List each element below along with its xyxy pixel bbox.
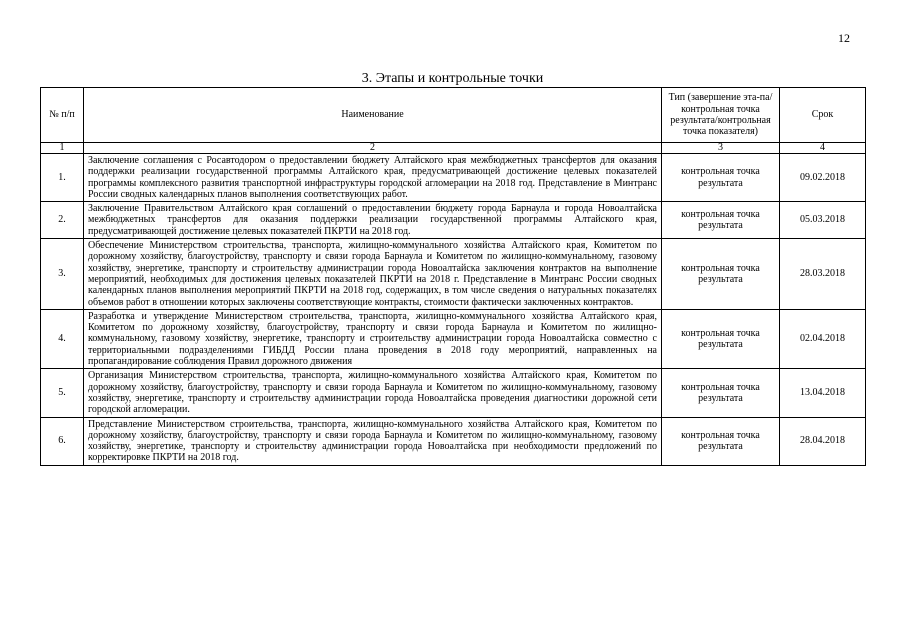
column-number: 1 <box>41 143 84 154</box>
table-row <box>41 154 866 202</box>
header-row <box>41 88 866 143</box>
row-name: Заключение Правительством Алтайского края соглашений о предоставлении бюджету города Барнаула и города Новоалтайска межбюджетных трансфертов для оказания поддержки реализации государственной программы Алтайского края, предусматривающей достижение целевых показателей ПКРТИ на 2018 год. <box>84 202 662 239</box>
header-date: Срок <box>780 88 866 143</box>
row-type: контрольная точка результата <box>662 154 780 202</box>
table-row <box>41 202 866 239</box>
table-row <box>41 309 866 368</box>
row-name: Разработка и утверждение Министерством строительства, транспорта, жилищно-коммунального хозяйства Алтайского края, Комитетом по дорожному хозяйству, благоустройству, транспорту и связи города Барнаула и Комитетом по жилищно-коммунальному, газовому хозяйству, энергетике, транспорту и строительству администрации города Новоалтайска совместно с территориальными подразделениями ГИБДД России плана проведения в 2018 году мероприятий, направленных на пропагандирование соблюдения Правил дорожного движения <box>84 309 662 368</box>
row-date: 13.04.2018 <box>780 369 866 417</box>
row-number: 2. <box>41 202 84 239</box>
row-type: контрольная точка результата <box>662 309 780 368</box>
row-date: 09.02.2018 <box>780 154 866 202</box>
row-name: Обеспечение Министерством строительства, транспорта, жилищно-коммунального хозяйства Алтайского края, Комитетом по дорожному хозяйству, благоустройству, транспорту и связи города Барнаула и Комитетом по жилищно-коммунальному, газовому хозяйству, энергетике, транспорту и строительству администрации города Новоалтайска заключения контрактов на выполнение мероприятий, необходимых для достижения целевых показателей ПКРТИ на 2018 г. Представление в Минтранс России сводных календарных планов выполнения мероприятий ПКРТИ на 2018 год, содержащих, в том числе сведения о натуральных показателях объемов работ в отношении которых заключены соответствующие контракты, стоимости фактически заключенных контрактов. <box>84 239 662 310</box>
header-num: № п/п <box>41 88 84 143</box>
table-row <box>41 369 866 417</box>
row-number: 3. <box>41 239 84 310</box>
page-number: 12 <box>838 31 850 45</box>
row-number: 5. <box>41 369 84 417</box>
row-type: контрольная точка результата <box>662 369 780 417</box>
row-type: контрольная точка результата <box>662 417 780 465</box>
row-number: 4. <box>41 309 84 368</box>
row-name: Заключение соглашения с Росавтодором о предоставлении бюджету Алтайского края межбюджетных трансфертов для оказания поддержки реализации государственной программы Алтайского края, предусматривающей достижение целевых показателей программы комплексного развития транспортной инфраструктуры городской агломерации на 2018 год. Представление в Минтранс России сводных календарных планов выполнения соответствующих работ. <box>84 154 662 202</box>
column-number: 2 <box>84 143 662 154</box>
row-type: контрольная точка результата <box>662 202 780 239</box>
row-name: Представление Министерством строительства, транспорта, жилищно-коммунального хозяйства Алтайского края, Комитетом по дорожному хозяйству, благоустройству, транспорту и связи города Барнаула и Комитетом по жилищно-коммунальному, газовому хозяйству, энергетике, транспорту и строительству администрации города Новоалтайска при необходимости предложений по корректировке ПКРТИ на 2018 год. <box>84 417 662 465</box>
header-name: Наименование <box>84 88 662 143</box>
row-date: 05.03.2018 <box>780 202 866 239</box>
table-row <box>41 417 866 465</box>
section-title: 3. Этапы и контрольные точки <box>361 71 544 86</box>
table-row <box>41 239 866 310</box>
row-number: 1. <box>41 154 84 202</box>
row-date: 28.04.2018 <box>780 417 866 465</box>
stages-table <box>40 87 866 466</box>
row-name: Организация Министерством строительства, транспорта, жилищно-коммунального хозяйства Алтайского края, Комитетом по дорожному хозяйству, благоустройству, транспорту и связи города Барнаула и Комитетом по жилищно-коммунальному, газовому хозяйству, энергетике, транспорту и строительству администрации города Новоалтайска проведения диагностики дорожной сети городской агломерации. <box>84 369 662 417</box>
row-date: 28.03.2018 <box>780 239 866 310</box>
header-type: Тип (завершение эта-па/контрольная точка результата/контрольная точка показателя) <box>662 88 780 143</box>
column-numbers-row <box>41 143 866 154</box>
row-date: 02.04.2018 <box>780 309 866 368</box>
column-number: 4 <box>780 143 866 154</box>
row-type: контрольная точка результата <box>662 239 780 310</box>
row-number: 6. <box>41 417 84 465</box>
column-number: 3 <box>662 143 780 154</box>
